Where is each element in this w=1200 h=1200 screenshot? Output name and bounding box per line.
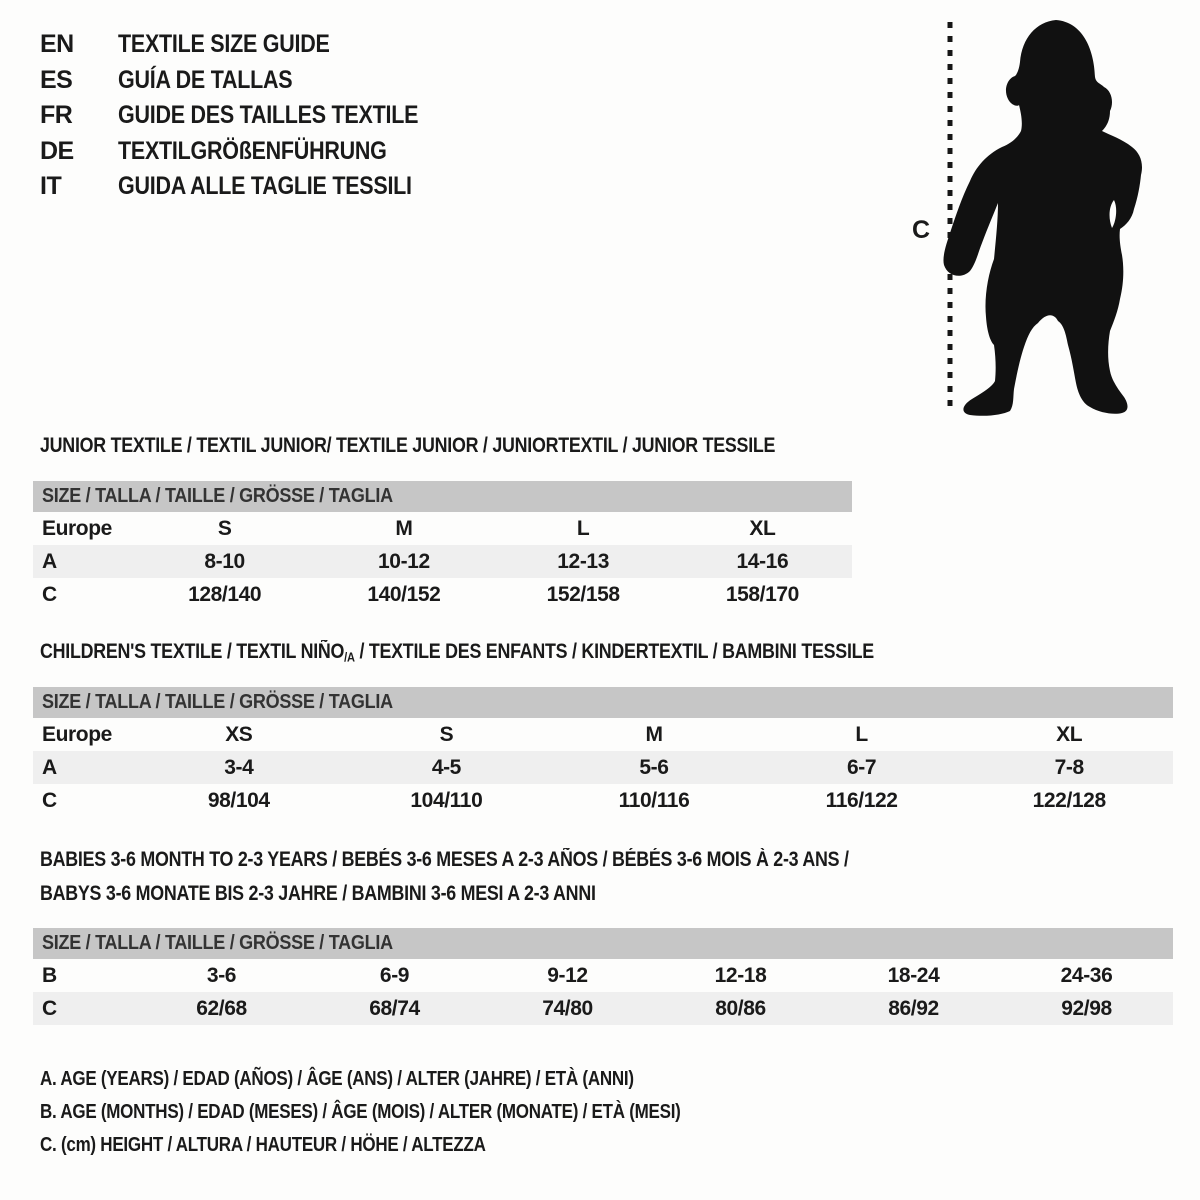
junior-section-title: JUNIOR TEXTILE / TEXTIL JUNIOR/ TEXTILE JUNIOR / JUNIORTEXTIL / JUNIOR TESSILE bbox=[40, 434, 776, 457]
age-cell: 6-7 bbox=[847, 755, 877, 779]
table-row bbox=[33, 751, 1173, 784]
language-code: EN bbox=[40, 30, 74, 59]
row-label: B bbox=[42, 963, 57, 987]
height-cell: 158/170 bbox=[725, 582, 799, 606]
language-row-fr bbox=[40, 98, 467, 134]
babies-size-table bbox=[33, 928, 1173, 1025]
language-row-en bbox=[40, 27, 467, 63]
row-label: C bbox=[42, 582, 57, 606]
language-code: ES bbox=[40, 65, 73, 94]
babies-size-header-bar: SIZE / TALLA / TAILLE / GRÖSSE / TAGLIA bbox=[33, 928, 1173, 959]
age-cell: 24-36 bbox=[1060, 963, 1113, 987]
language-code: IT bbox=[40, 172, 62, 201]
size-cell: M bbox=[645, 722, 663, 746]
language-list bbox=[40, 27, 467, 205]
age-cell: 8-10 bbox=[204, 549, 245, 573]
age-cell: 10-12 bbox=[378, 549, 430, 573]
table-row bbox=[33, 545, 852, 578]
children-section-title: CHILDREN'S TEXTILE / TEXTIL NIÑO/A / TEXTILE DES ENFANTS / KINDERTEXTIL / BAMBINI TESSILE bbox=[40, 640, 874, 665]
height-cell: 86/92 bbox=[888, 996, 939, 1020]
age-cell: 12-13 bbox=[557, 549, 609, 573]
age-cell: 3-6 bbox=[206, 963, 237, 987]
height-cell: 62/68 bbox=[196, 996, 247, 1020]
language-row-es bbox=[40, 63, 467, 99]
row-label: A bbox=[42, 549, 57, 573]
baby-silhouette-path bbox=[943, 20, 1142, 416]
table-row bbox=[33, 578, 852, 611]
height-cell: 152/158 bbox=[546, 582, 620, 606]
language-label: GUIDA ALLE TAGLIE TESSILI bbox=[118, 172, 412, 201]
row-label: C bbox=[42, 788, 57, 812]
size-cell: L bbox=[855, 722, 868, 746]
children-size-table bbox=[33, 687, 1173, 817]
figure-height-label: C bbox=[912, 216, 930, 244]
height-cell: 110/116 bbox=[618, 788, 690, 812]
junior-size-header-bar: SIZE / TALLA / TAILLE / GRÖSSE / TAGLIA bbox=[33, 481, 852, 512]
table-row bbox=[33, 718, 1173, 751]
language-label: TEXTILE SIZE GUIDE bbox=[118, 30, 330, 59]
table-row bbox=[33, 784, 1173, 817]
table-row bbox=[33, 512, 852, 545]
size-cell: XL bbox=[1056, 722, 1083, 746]
babies-title-line1: BABIES 3-6 MONTH TO 2-3 YEARS / BEBÉS 3-6 MESES A 2-3 AÑOS / BÉBÉS 3-6 MOIS À 2-3 ANS / bbox=[40, 848, 849, 871]
age-cell: 7-8 bbox=[1054, 755, 1084, 779]
size-cell: S bbox=[439, 722, 454, 746]
language-label: GUÍA DE TALLAS bbox=[118, 65, 293, 94]
legend-line-a: A. AGE (YEARS) / EDAD (AÑOS) / ÂGE (ANS) / ALTER (JAHRE) / ETÀ (ANNI) bbox=[40, 1068, 634, 1090]
height-cell: 140/152 bbox=[367, 582, 441, 606]
height-cell: 98/104 bbox=[207, 788, 270, 812]
size-cell: XS bbox=[225, 722, 253, 746]
table-row bbox=[33, 992, 1173, 1025]
size-cell: L bbox=[576, 516, 590, 540]
row-label: C bbox=[42, 996, 57, 1020]
height-cell: 128/140 bbox=[188, 582, 262, 606]
age-cell: 4-5 bbox=[431, 755, 461, 779]
babies-section-title bbox=[40, 843, 991, 911]
babies-title-line2: BABYS 3-6 MONATE BIS 2-3 JAHRE / BAMBINI 3-6 MESI A 2-3 ANNI bbox=[40, 882, 596, 905]
age-cell: 9-12 bbox=[547, 963, 588, 987]
age-cell: 6-9 bbox=[379, 963, 410, 987]
height-cell: 92/98 bbox=[1061, 996, 1112, 1020]
junior-size-table bbox=[33, 481, 852, 611]
language-label: TEXTILGRÖßENFÜHRUNG bbox=[118, 136, 387, 165]
height-cell: 122/128 bbox=[1032, 788, 1106, 812]
baby-silhouette-icon bbox=[898, 16, 1180, 418]
age-cell: 18-24 bbox=[887, 963, 940, 987]
row-label: A bbox=[42, 755, 57, 779]
age-cell: 3-4 bbox=[224, 755, 254, 779]
legend-line-c: C. (cm) HEIGHT / ALTURA / HAUTEUR / HÖHE / ALTEZZA bbox=[40, 1134, 486, 1156]
height-cell: 104/110 bbox=[410, 788, 483, 812]
children-size-header-bar: SIZE / TALLA / TAILLE / GRÖSSE / TAGLIA bbox=[33, 687, 1173, 718]
age-cell: 5-6 bbox=[639, 755, 669, 779]
legend bbox=[40, 1063, 794, 1162]
size-cell: S bbox=[217, 516, 232, 540]
height-cell: 68/74 bbox=[369, 996, 420, 1020]
row-label: Europe bbox=[42, 516, 112, 540]
language-code: DE bbox=[40, 136, 74, 165]
size-cell: XL bbox=[749, 516, 776, 540]
age-cell: 12-18 bbox=[714, 963, 767, 987]
height-cell: 116/122 bbox=[825, 788, 898, 812]
legend-line-b: B. AGE (MONTHS) / EDAD (MESES) / ÂGE (MOIS) / ALTER (MONATE) / ETÀ (MESI) bbox=[40, 1101, 681, 1123]
language-row-it bbox=[40, 169, 467, 205]
row-label: Europe bbox=[42, 722, 112, 746]
nino-a-subscript: /A bbox=[344, 649, 355, 665]
age-cell: 14-16 bbox=[736, 549, 789, 573]
table-row bbox=[33, 959, 1173, 992]
size-cell: M bbox=[395, 516, 413, 540]
height-cell: 80/86 bbox=[715, 996, 766, 1020]
height-cell: 74/80 bbox=[542, 996, 593, 1020]
language-row-de bbox=[40, 134, 467, 170]
language-label: GUIDE DES TAILLES TEXTILE bbox=[118, 101, 419, 130]
language-code: FR bbox=[40, 101, 73, 130]
